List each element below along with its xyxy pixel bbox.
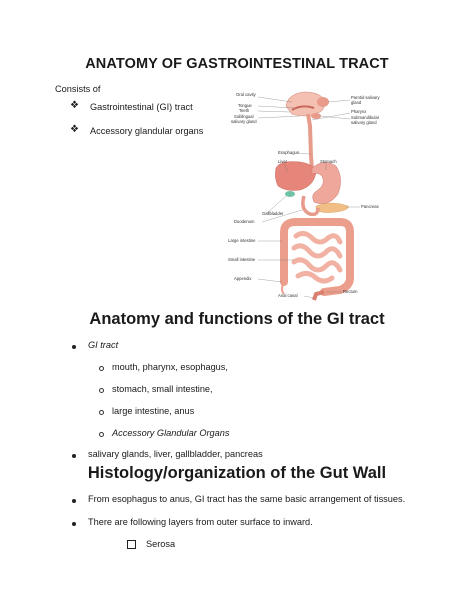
parotid-gland-shape xyxy=(317,97,329,107)
label-parotid-gland: gland xyxy=(351,100,362,105)
section-heading: Histology/organization of the Gut Wall xyxy=(87,464,387,482)
label-parotid: Parotid salivary xyxy=(351,95,380,100)
list-item: There are following layers from outer surface to inward. xyxy=(88,517,313,527)
label-submandibular: Submandibular xyxy=(351,115,380,120)
label-pharynx: Pharynx xyxy=(351,109,367,114)
label-liver: Liver xyxy=(278,159,288,164)
bullet-dot-icon xyxy=(72,522,76,526)
stomach-shape xyxy=(312,162,341,203)
label-teeth: Teeth xyxy=(239,108,250,113)
list-item: stomach, small intestine, xyxy=(112,384,213,394)
page-title: ANATOMY OF GASTROINTESTINAL TRACT xyxy=(85,56,389,72)
list-item: salivary glands, liver, gallbladder, pancreas xyxy=(88,449,263,459)
submandibular-gland-shape xyxy=(311,113,321,119)
list-item: mouth, pharynx, esophagus, xyxy=(112,362,228,372)
consists-of-label: Consists of xyxy=(55,84,101,94)
checkbox-bullet-icon xyxy=(127,540,136,549)
small-intestine-shape xyxy=(294,233,340,281)
circle-bullet-icon xyxy=(99,410,104,415)
section-heading: Anatomy and functions of the GI tract xyxy=(89,310,385,328)
label-duodenum: Duodenum xyxy=(234,219,255,224)
label-oral-cavity: Oral cavity xyxy=(236,92,256,97)
list-item: large intestine, anus xyxy=(112,406,195,416)
diamond-bullet-icon: ❖ xyxy=(70,100,79,111)
diamond-bullet-icon: ❖ xyxy=(70,124,79,135)
liver-shape xyxy=(275,162,316,191)
gi-tract-label: GI tract xyxy=(88,340,119,350)
label-large-intestine: Large intestine xyxy=(228,238,256,243)
label-rectum: Rectum xyxy=(343,289,358,294)
circle-bullet-icon xyxy=(99,432,104,437)
gi-tract-diagram xyxy=(228,86,388,302)
label-stomach: Stomach xyxy=(320,159,337,164)
bullet-dot-icon xyxy=(72,454,76,458)
list-item: Serosa xyxy=(146,539,176,549)
label-pancreas: Pancreas xyxy=(361,204,379,209)
esophagus-shape xyxy=(308,114,312,170)
label-sublingual: Sublingual xyxy=(234,114,254,119)
label-sublingual-gland: salivary gland xyxy=(231,119,257,124)
label-anal-canal: Anal canal xyxy=(278,293,298,298)
label-appendix: Appendix xyxy=(234,276,252,281)
label-esophagus: Esophagus xyxy=(278,150,299,155)
pancreas-shape xyxy=(316,203,348,213)
label-gallbladder: Gallbladder xyxy=(262,211,284,216)
list-item: Accessory glandular organs xyxy=(90,126,204,136)
label-small-intestine: Small intestine xyxy=(228,257,256,262)
list-item: Gastrointestinal (GI) tract xyxy=(90,102,193,112)
rectum-shape xyxy=(314,292,324,300)
list-item: From esophagus to anus, GI tract has the same basic arrangement of tissues. xyxy=(88,494,406,504)
bullet-dot-icon xyxy=(72,345,76,349)
bullet-dot-icon xyxy=(72,499,76,503)
circle-bullet-icon xyxy=(99,366,104,371)
label-tongue: Tongue xyxy=(238,103,252,108)
gallbladder-shape xyxy=(285,191,295,197)
label-submandibular-gland: salivary gland xyxy=(351,120,377,125)
circle-bullet-icon xyxy=(99,388,104,393)
list-item: Accessory Glandular Organs xyxy=(112,428,230,438)
